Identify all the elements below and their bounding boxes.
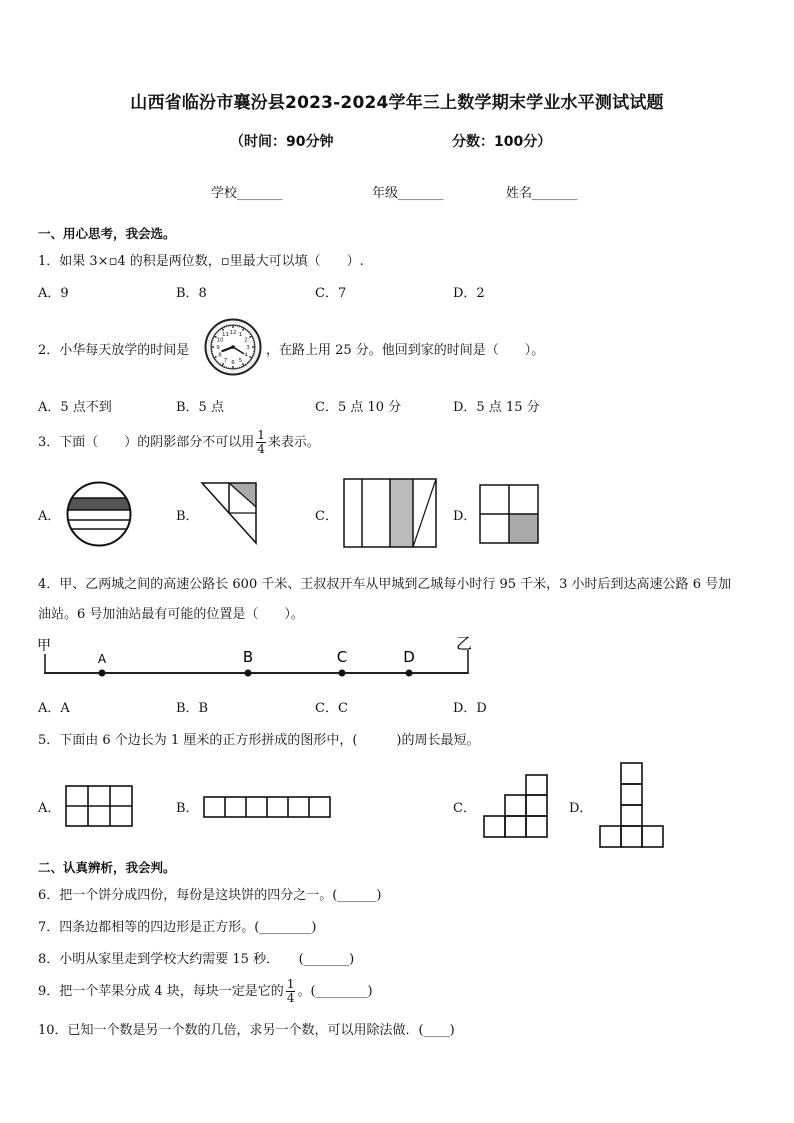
clock-numeral: 9 bbox=[216, 345, 220, 351]
q4-option-a[interactable]: A．A bbox=[38, 701, 70, 716]
q5-option-c[interactable]: C． bbox=[453, 801, 476, 816]
end-city-label: 乙 bbox=[455, 634, 473, 653]
question-1: 1．如果 3×▫4 的积是两位数，▫里最大可以填（ ）. bbox=[38, 254, 364, 269]
exam-time: （时间：90分钟 bbox=[230, 134, 334, 150]
grade-field[interactable]: 年级_______ bbox=[372, 186, 444, 201]
clock-tick bbox=[248, 361, 249, 362]
clock-tick bbox=[250, 359, 251, 360]
q2-option-d[interactable]: D．5 点 15 分 bbox=[453, 400, 540, 415]
clock-numeral: 6 bbox=[231, 360, 235, 366]
q4-option-d[interactable]: D．D bbox=[453, 701, 487, 716]
clock-tick bbox=[248, 332, 249, 333]
question-9 bbox=[38, 973, 373, 1011]
q4-option-b[interactable]: B．B bbox=[176, 701, 209, 716]
clock-numeral: 2 bbox=[244, 337, 248, 344]
clock-icon bbox=[204, 318, 262, 376]
q3-option-d[interactable]: D． bbox=[453, 509, 477, 524]
point-a bbox=[99, 670, 106, 677]
clock-numeral: 12 bbox=[229, 330, 237, 336]
clock-numeral: 8 bbox=[218, 352, 222, 359]
q5-option-d[interactable]: D． bbox=[569, 801, 593, 816]
fraction-one-quarter-q9: $\frac{1}{4}$ bbox=[286, 977, 295, 1005]
question-9-text-before: 9．把一个苹果分成 4 块，每块一定是它的 bbox=[38, 984, 284, 999]
clock-numeral: 7 bbox=[223, 357, 228, 364]
point-d bbox=[406, 670, 413, 677]
question-6: 6．把一个饼分成四份，每份是这块饼的四分之一。(______) bbox=[38, 888, 382, 903]
square-grid-figure bbox=[478, 483, 540, 545]
clock-tick bbox=[250, 334, 251, 335]
l-shape-figure bbox=[598, 760, 666, 850]
point-c bbox=[339, 670, 346, 677]
school-field[interactable]: 学校_______ bbox=[211, 186, 283, 201]
q5-option-b[interactable]: B． bbox=[176, 801, 199, 816]
q4-option-c[interactable]: C．C bbox=[315, 701, 348, 716]
name-field[interactable]: 姓名_______ bbox=[506, 186, 578, 201]
q2-option-b[interactable]: B．5 点 bbox=[176, 400, 224, 415]
clock-tick bbox=[247, 331, 248, 332]
section-heading-choice: 一、用心思考，我会选。 bbox=[38, 226, 176, 241]
two-by-three-grid-figure bbox=[64, 784, 134, 828]
point-d-label: D bbox=[403, 648, 415, 666]
clock-tick bbox=[218, 362, 219, 363]
exam-score: 分数：100分） bbox=[452, 134, 552, 150]
question-4-line-2: 油站。6 号加油站最有可能的位置是（ ）。 bbox=[38, 607, 304, 622]
clock-numeral: 4 bbox=[244, 352, 248, 359]
highway-number-line bbox=[30, 632, 480, 684]
clock-tick bbox=[245, 364, 246, 365]
clock-tick bbox=[247, 362, 248, 363]
q1-option-b[interactable]: B．8 bbox=[176, 286, 207, 301]
question-5: 5．下面由 6 个边长为 1 厘米的正方形拼成的图形中，( )的周长最短。 bbox=[38, 733, 480, 748]
question-3 bbox=[38, 424, 320, 462]
staircase-figure bbox=[482, 773, 550, 839]
q2-option-c[interactable]: C．5 点 10 分 bbox=[315, 400, 402, 415]
q5-option-a[interactable]: A． bbox=[38, 801, 61, 816]
clock-tick bbox=[245, 329, 246, 330]
page-title: 山西省临汾市襄汾县2023-2024学年三上数学期末学业水平测试试题 bbox=[130, 93, 664, 113]
q3-option-a[interactable]: A． bbox=[38, 509, 61, 524]
clock-tick bbox=[218, 331, 219, 332]
clock-numeral: 1 bbox=[238, 332, 243, 339]
point-b-label: B bbox=[242, 648, 254, 666]
q2-option-a[interactable]: A．5 点不到 bbox=[38, 400, 112, 415]
question-7: 7．四条边都相等的四边形是正方形。(________) bbox=[38, 920, 317, 935]
q3-option-c[interactable]: C． bbox=[315, 509, 338, 524]
fraction-one-quarter: $\frac{1}{4}$ bbox=[257, 428, 265, 456]
clock-tick bbox=[215, 359, 216, 360]
clock-numeral: 10 bbox=[216, 337, 224, 344]
point-b bbox=[245, 670, 252, 677]
clock-numeral: 3 bbox=[246, 345, 250, 351]
question-2-text-after: ，在路上用 25 分。他回到家的时间是（ ）。 bbox=[266, 343, 545, 358]
striped-circle-figure bbox=[66, 481, 132, 547]
clock-tick bbox=[217, 361, 218, 362]
point-c-label: C bbox=[336, 648, 348, 666]
start-city-label: 甲 bbox=[37, 638, 51, 654]
question-10: 10．已知一个数是另一个数的几倍，求另一个数，可以用除法做．(____) bbox=[38, 1023, 455, 1038]
q1-option-c[interactable]: C．7 bbox=[315, 286, 347, 301]
q1-option-a[interactable]: A．9 bbox=[38, 286, 69, 301]
one-by-six-strip-figure bbox=[202, 795, 332, 819]
clock-tick bbox=[220, 329, 221, 330]
clock-tick bbox=[215, 334, 216, 335]
section-heading-judge: 二、认真辨析，我会判。 bbox=[38, 860, 176, 875]
clock-tick bbox=[217, 332, 218, 333]
question-2-text-before: 2．小华每天放学的时间是 bbox=[38, 343, 190, 358]
clock-numeral: 11 bbox=[222, 332, 229, 339]
question-3-text-after: 来表示。 bbox=[267, 435, 320, 450]
question-8: 8．小明从家里走到学校大约需要 15 秒． (_______) bbox=[38, 952, 355, 967]
point-a-label: A bbox=[97, 652, 107, 666]
triangle-figure bbox=[200, 481, 260, 547]
question-4-line-1: 4．甲、乙两城之间的高速公路长 600 千米、王叔叔开车从甲城到乙城每小时行 95 千米，3 小时后到达高速公路 6 号加 bbox=[38, 577, 732, 592]
rectangle-strips-figure bbox=[342, 477, 438, 549]
q3-option-b[interactable]: B． bbox=[176, 509, 199, 524]
q1-option-d[interactable]: D．2 bbox=[453, 286, 485, 301]
question-3-text-before: 3．下面（ ）的阴影部分不可以用 bbox=[38, 435, 255, 450]
clock-tick bbox=[220, 364, 221, 365]
question-9-text-after: 。(________) bbox=[297, 984, 373, 999]
clock-numeral: 5 bbox=[238, 357, 243, 364]
